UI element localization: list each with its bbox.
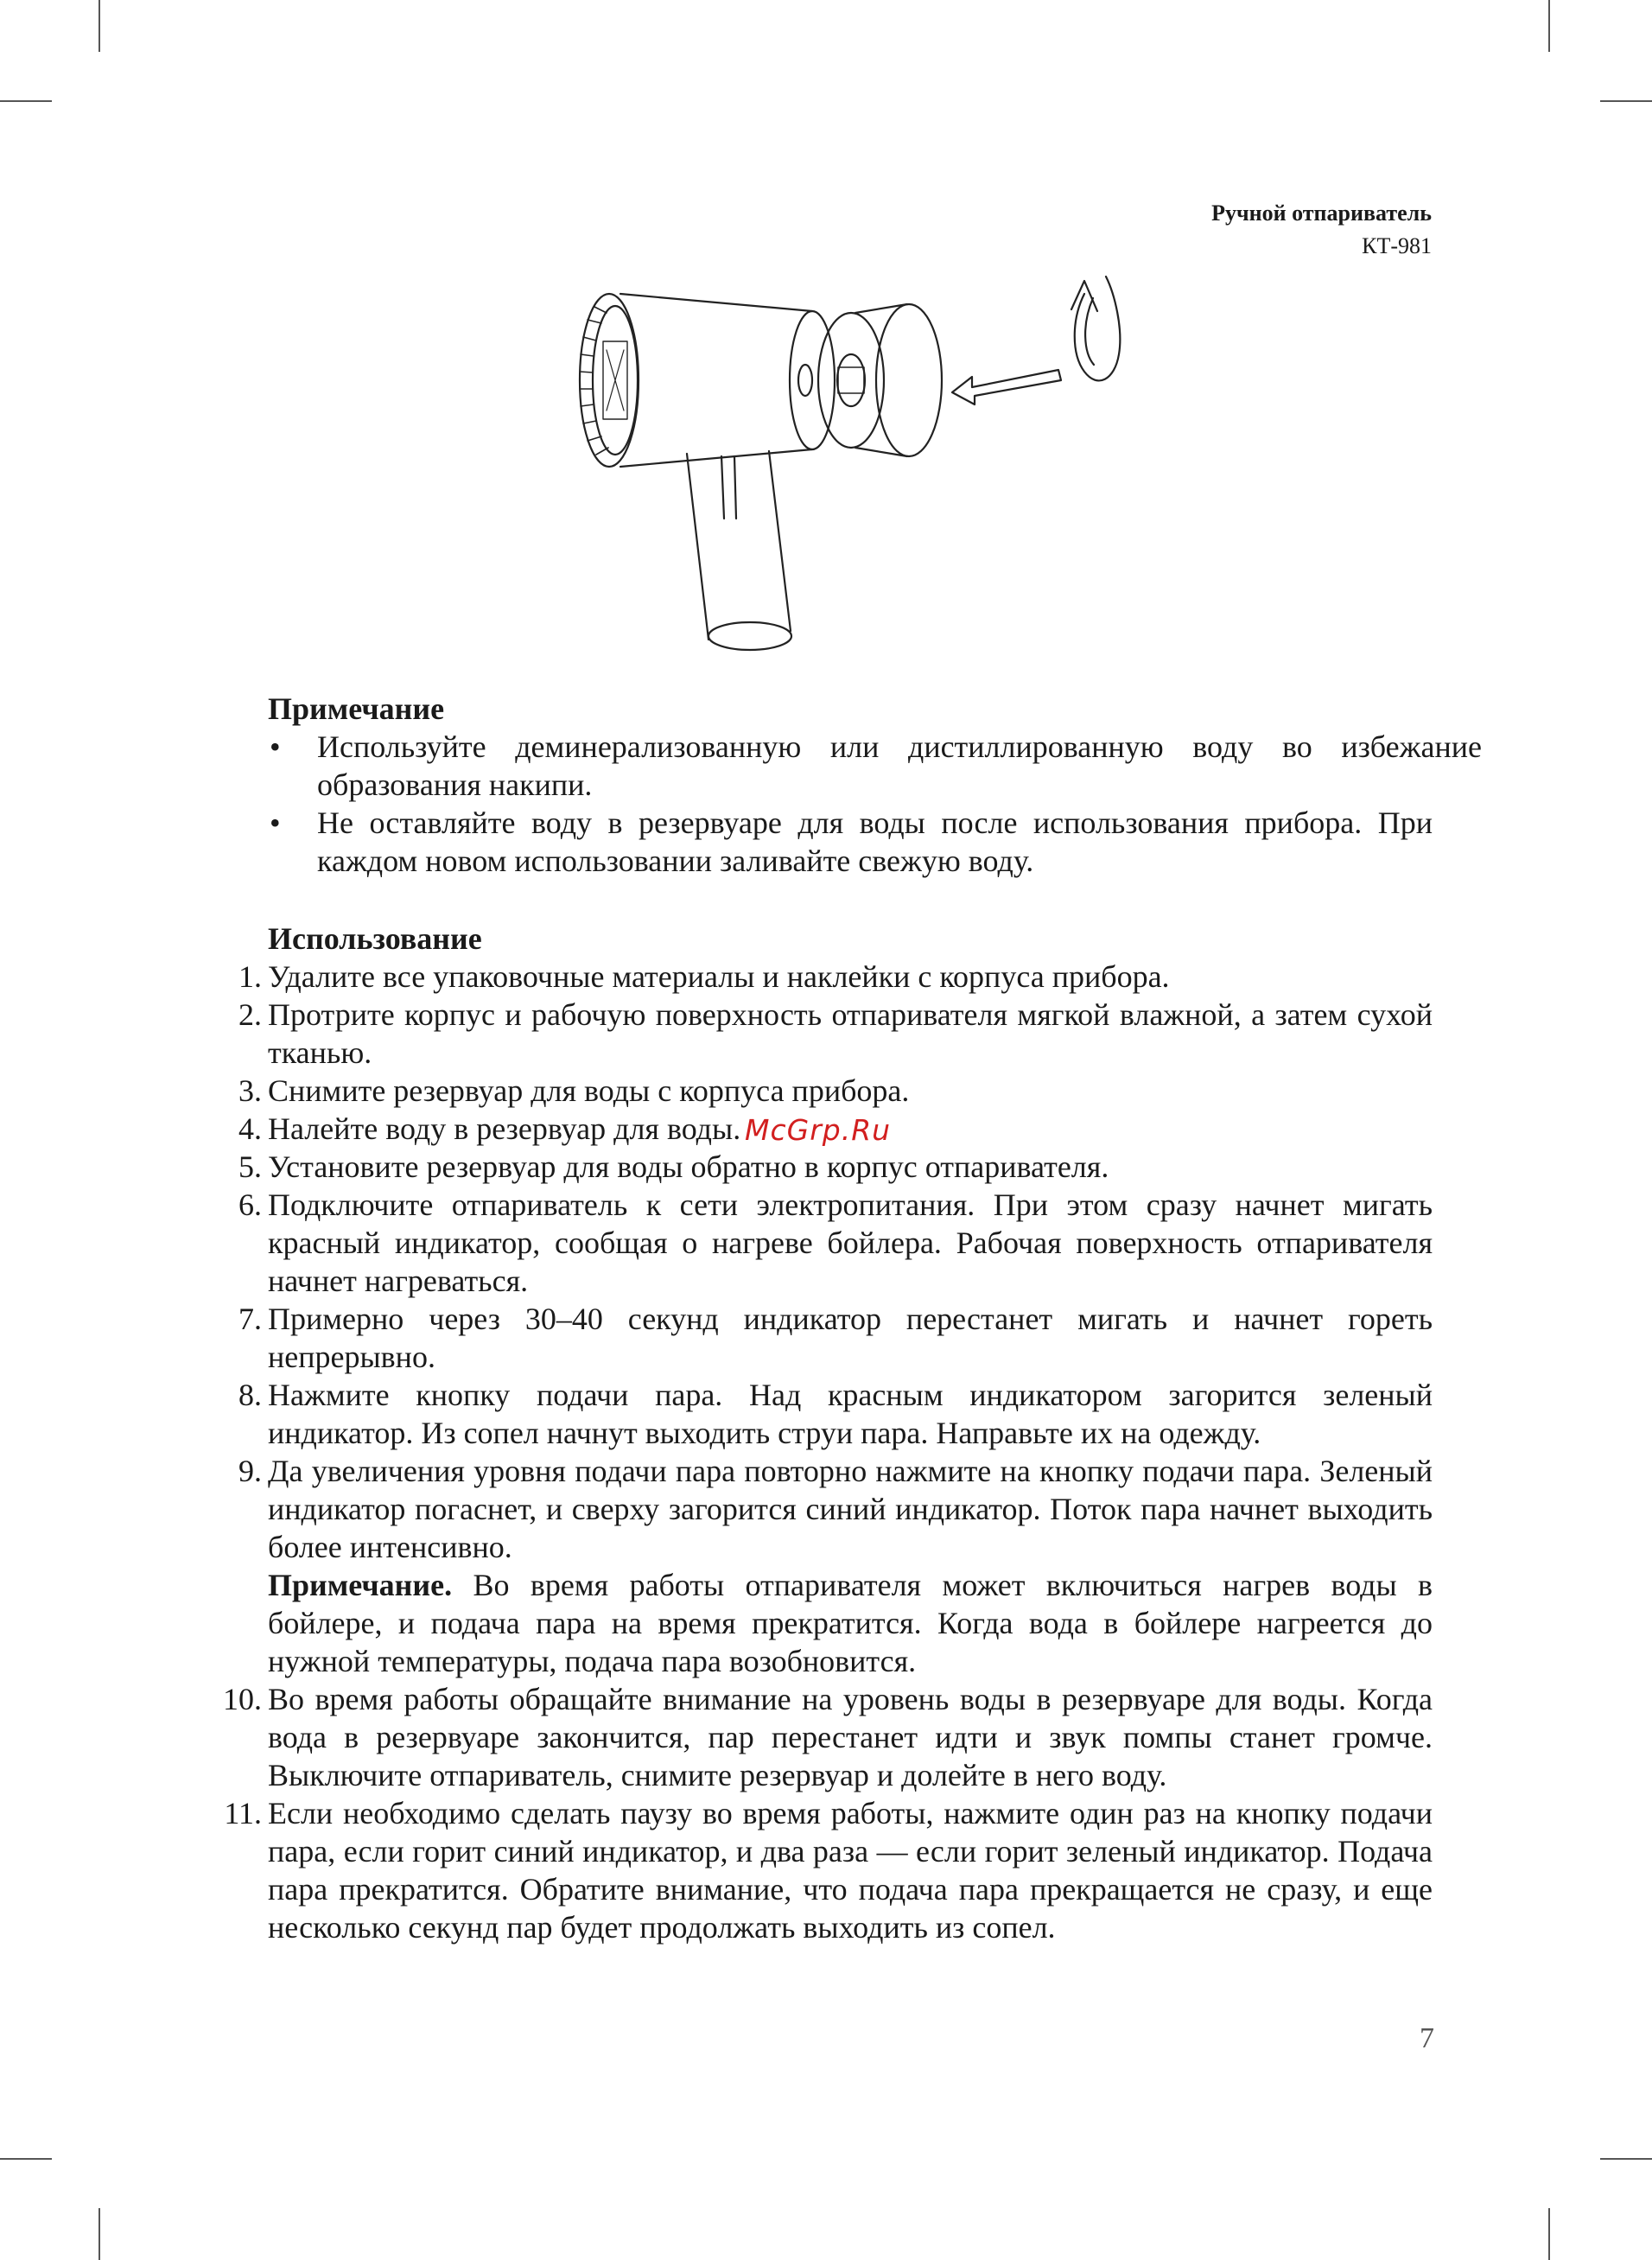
step-text: Примерно через 30–40 секунд индикатор перестанет мигать и начнет гореть непрерывно. <box>268 1302 1433 1374</box>
step-text: Установите резервуар для воды обратно в корпус отпаривателя. <box>268 1149 1109 1184</box>
watermark: McGrp.Ru <box>745 1113 892 1147</box>
step-number: 5. <box>238 1149 262 1184</box>
step-number: 7. <box>238 1302 262 1336</box>
step-text: Снимите резервуар для воды с корпуса прибора. <box>268 1073 910 1108</box>
note-item-text: Не оставляйте воду в резервуаре для воды после использования прибора. При каждом новом использовании заливайте свежую воду. <box>317 805 1433 878</box>
bullet-mark: • <box>270 729 281 764</box>
steamer-handle <box>687 451 791 650</box>
rotate-arrow <box>1071 277 1120 380</box>
step-number: 1. <box>238 959 262 994</box>
step-number: 9. <box>238 1454 262 1488</box>
step-item <box>223 1680 1433 1794</box>
step-number: 6. <box>238 1187 262 1222</box>
step-item <box>238 958 1433 996</box>
step-note <box>268 1566 1433 1680</box>
insert-arrow <box>952 370 1061 404</box>
step-number: 8. <box>238 1378 262 1412</box>
step-item <box>238 1148 1433 1186</box>
step-item <box>224 1794 1433 1946</box>
step-number: 10. <box>223 1682 262 1716</box>
step-text: Во время работы обращайте внимание на уровень воды в резервуаре для воды. Когда вода в резервуаре закончится, пар перестанет идти и звук помпы станет громче. Выключите отпариватель, снимите резервуар и долейте в него воду. <box>268 1682 1433 1792</box>
water-tank <box>818 304 942 456</box>
note-item <box>268 804 1433 880</box>
page-number: 7 <box>1420 2022 1434 2054</box>
crop-mark <box>1548 0 1550 52</box>
crop-mark <box>1600 2158 1652 2160</box>
step-text: Подключите отпариватель к сети электропитания. При этом сразу начнет мигать красный индикатор, сообщая о нагреве бойлера. Рабочая поверхность отпаривателя начнет нагреваться. <box>268 1187 1433 1298</box>
crop-mark <box>0 100 52 102</box>
step-item <box>238 1452 1433 1680</box>
step-number: 2. <box>238 997 262 1032</box>
step-item <box>238 1072 1433 1110</box>
step-item <box>238 1300 1433 1376</box>
crop-mark <box>98 2208 100 2260</box>
note-item <box>268 728 1482 804</box>
brush-head <box>580 294 639 467</box>
step-text: Нажмите кнопку подачи пара. Над красным индикатором загорится зеленый индикатор. Из сопел начнут выходить струи пара. Направьте их на одежду. <box>268 1378 1433 1450</box>
step-number: 11. <box>224 1796 262 1830</box>
steamer-disassembly-diagram <box>553 259 1158 674</box>
step-item <box>238 1376 1433 1452</box>
step-text: Да увеличения уровня подачи пара повторно нажмите на кнопку подачи пара. Зеленый индикатор погаснет, и сверху загорится синий индикатор. Поток пара начнет выходить более интенсивно. <box>268 1454 1433 1564</box>
step-text: Протрите корпус и рабочую поверхность отпаривателя мягкой влажной, а затем сухой тканью. <box>268 997 1433 1070</box>
steamer-body <box>620 294 835 467</box>
product-title: Ручной отпариватель <box>1211 201 1432 226</box>
bullet-mark: • <box>270 805 281 840</box>
step-item <box>238 996 1433 1072</box>
usage-section <box>223 920 1433 1946</box>
step-number: 4. <box>238 1111 262 1146</box>
usage-steps <box>223 958 1433 1946</box>
step-note-label: Примечание. <box>268 1568 453 1602</box>
running-header <box>1211 197 1432 263</box>
step-note-text: Во время работы отпаривателя может включиться нагрев воды в бойлере, и подача пара на время прекратится. Когда вода в бойлере нагреется до нужной температуры, подача пара возобновится. <box>268 1568 1433 1678</box>
step-number: 3. <box>238 1073 262 1108</box>
crop-mark <box>1548 2208 1550 2260</box>
usage-title: Использование <box>268 921 482 956</box>
note-title: Примечание <box>268 691 445 726</box>
note-section <box>268 690 1482 880</box>
step-item <box>238 1186 1433 1300</box>
step-text: Налейте воду в резервуар для воды. <box>268 1111 741 1146</box>
crop-mark <box>1600 100 1652 102</box>
product-model: КТ-981 <box>1362 233 1432 258</box>
crop-mark <box>0 2158 52 2160</box>
note-item-text: Используйте деминерализованную или дистиллированную воду во избежание образования накипи. <box>317 729 1482 802</box>
crop-mark <box>98 0 100 52</box>
step-text: Удалите все упаковочные материалы и наклейки с корпуса прибора. <box>268 959 1170 994</box>
step-text: Если необходимо сделать паузу во время работы, нажмите один раз на кнопку подачи пара, если горит синий индикатор, и два раза — если горит зеленый индикатор. Подача пара прекратится. Обратите внимание, что подача пара прекращается не сразу, и еще несколько секунд пар будет продолжать выходить из сопел. <box>268 1796 1433 1945</box>
